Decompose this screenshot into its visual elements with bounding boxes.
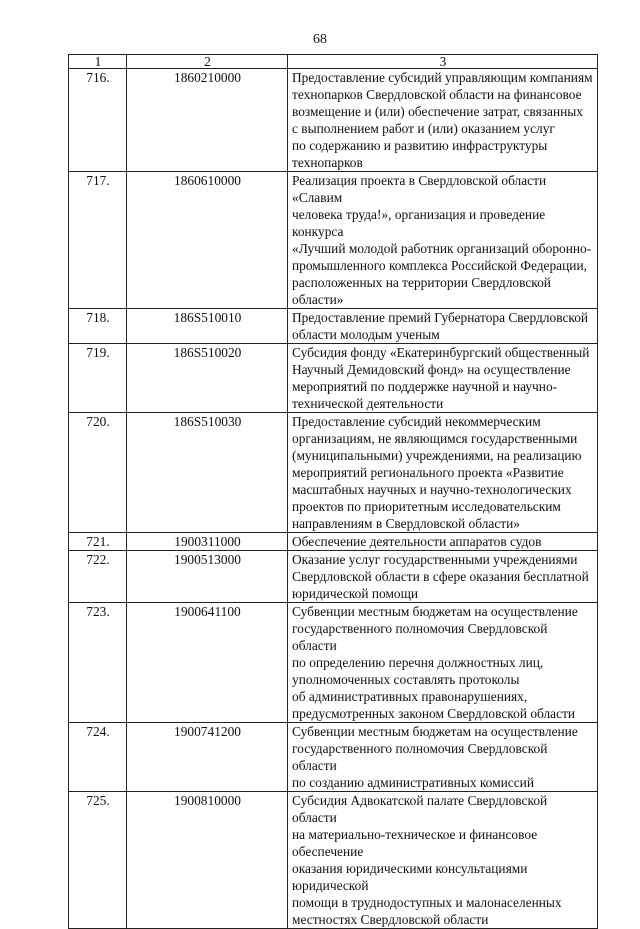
row-description: Субсидия Адвокатской палате Свердловской области на материально-техническое и финансовое обеспечение оказания юридическими консультациями юридической помощи в труднодоступных и малонаселенных местностях Свердловской области (288, 792, 598, 929)
row-number: 722. (69, 551, 127, 603)
row-code: 1900810000 (127, 792, 288, 929)
table-row (69, 533, 598, 551)
row-number: 725. (69, 792, 127, 929)
row-number: 716. (69, 69, 127, 172)
row-number: 720. (69, 413, 127, 533)
column-header-2: 2 (127, 55, 288, 69)
row-number: 717. (69, 172, 127, 309)
row-code: 1860210000 (127, 69, 288, 172)
table-row (69, 413, 598, 533)
row-description: Предоставление субсидий некоммерческим организациям, не являющимся государственными (муниципальными) учреждениями, на реализацию мероприятий регионального проекта «Развитие масштабных научных и научно-технологических проектов по приоритетным исследовательским направлениям в Свердловской области» (288, 413, 598, 533)
column-header-1: 1 (69, 55, 127, 69)
row-code: 186S510010 (127, 309, 288, 344)
table-row (69, 551, 598, 603)
classification-table (68, 54, 598, 929)
row-code: 186S510020 (127, 344, 288, 413)
table-header-row (69, 55, 598, 69)
table-row (69, 792, 598, 929)
table-row (69, 723, 598, 792)
row-number: 723. (69, 603, 127, 723)
row-code: 1860610000 (127, 172, 288, 309)
table-row (69, 172, 598, 309)
row-description: Субвенции местным бюджетам на осуществление государственного полномочия Свердловской области по созданию административных комиссий (288, 723, 598, 792)
table-row (69, 309, 598, 344)
row-code: 1900513000 (127, 551, 288, 603)
row-code: 186S510030 (127, 413, 288, 533)
row-description: Предоставление премий Губернатора Свердловской области молодым ученым (288, 309, 598, 344)
row-description: Обеспечение деятельности аппаратов судов (288, 533, 598, 551)
row-description: Субвенции местным бюджетам на осуществление государственного полномочия Свердловской области по определению перечня должностных лиц, уполномоченных составлять протоколы об административных правонарушениях, предусмотренных законом Свердловской области (288, 603, 598, 723)
row-number: 724. (69, 723, 127, 792)
row-description: Реализация проекта в Свердловской области «Славим человека труда!», организация и проведение конкурса «Лучший молодой работник организаций оборонно- промышленного комплекса Российской Федерации, расположенных на территории Свердловской области» (288, 172, 598, 309)
row-description: Предоставление субсидий управляющим компаниям технопарков Свердловской области на финансовое возмещение и (или) обеспечение затрат, связанных с выполнением работ и (или) оказанием услуг по содержанию и развитию инфраструктуры технопарков (288, 69, 598, 172)
row-description: Субсидия фонду «Екатеринбургский общественный Научный Демидовский фонд» на осуществление мероприятий по поддержке научной и научно- технической деятельности (288, 344, 598, 413)
table-row (69, 344, 598, 413)
row-code: 1900641100 (127, 603, 288, 723)
column-header-3: 3 (288, 55, 598, 69)
row-code: 1900741200 (127, 723, 288, 792)
row-code: 1900311000 (127, 533, 288, 551)
page-number: 68 (313, 32, 327, 47)
table-row (69, 603, 598, 723)
table-row (69, 69, 598, 172)
row-number: 718. (69, 309, 127, 344)
row-description: Оказание услуг государственными учреждениями Свердловской области в сфере оказания бесплатной юридической помощи (288, 551, 598, 603)
row-number: 721. (69, 533, 127, 551)
row-number: 719. (69, 344, 127, 413)
